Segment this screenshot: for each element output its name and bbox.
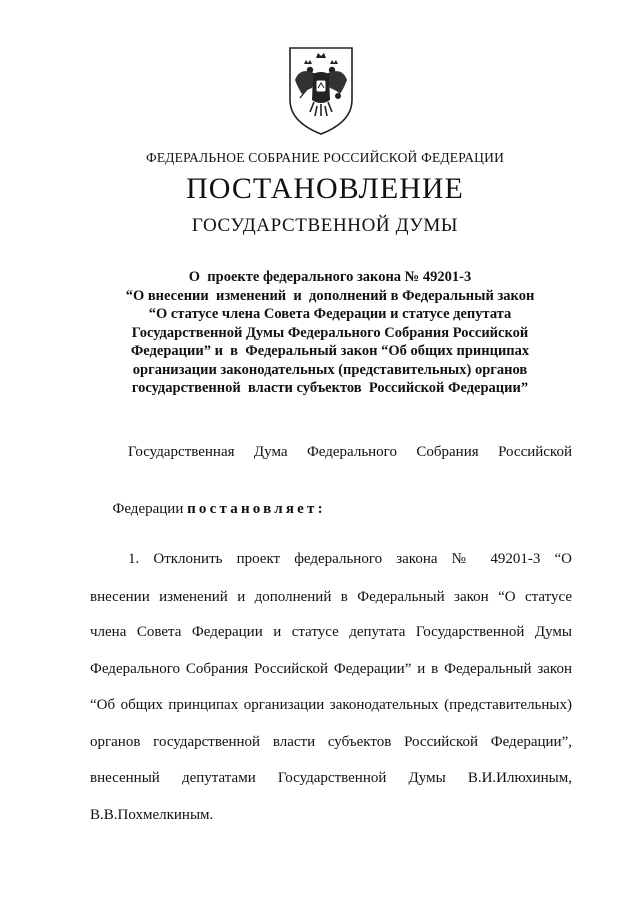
resolution-subject — [90, 268, 570, 398]
subject-line: Государственной Думы Федерального Собрания Российской — [131, 324, 529, 341]
item-line: органов государственной власти субъектов Российской Федерации”, — [90, 734, 572, 750]
preamble-line: Государственная Дума Федерального Собрания Российской — [128, 444, 572, 460]
item-line: 1. Отклонить проект федерального закона № 49201-3 “О — [128, 551, 572, 567]
item-line: В.В.Похмелкиным. — [90, 807, 214, 823]
item-line: внесении изменений и дополнений в Федеральный закон “О статусе — [90, 589, 572, 605]
item-line: Федерального Собрания Российской Федерации” и в Федеральный закон — [90, 661, 572, 677]
subject-line: “О статусе члена Совета Федерации и статусе депутата — [148, 306, 512, 322]
issuer-name: ГОСУДАРСТВЕННОЙ ДУМЫ — [191, 215, 459, 236]
resolves-verb: постановляет: — [187, 501, 326, 517]
subject-line: организации законодательных (представительных) органов — [132, 361, 528, 378]
subject-line: Федерации” и в Федеральный закон “Об общих принципах — [130, 343, 530, 359]
item-line: члена Совета Федерации и статусе депутата Государственной Думы — [90, 624, 572, 640]
preamble-prefix: Федерации — [112, 501, 188, 517]
subject-line: “О внесении изменений и дополнений в Федеральный закон — [125, 287, 535, 304]
subject-line: О проекте федерального закона № 49201-3 — [188, 269, 472, 285]
preamble-line — [90, 484, 326, 535]
document-type-title: ПОСТАНОВЛЕНИЕ — [186, 172, 464, 205]
assembly-name: ФЕДЕРАЛЬНОЕ СОБРАНИЕ РОССИЙСКОЙ ФЕДЕРАЦИИ — [145, 150, 505, 165]
item-line: “Об общих принципах организации законодательных (представительных) — [90, 697, 572, 713]
russian-coat-of-arms-icon — [286, 44, 356, 136]
subject-line: государственной власти субъектов Российской Федерации” — [131, 380, 529, 396]
item-line: внесенный депутатами Государственной Думы В.И.Илюхиным, — [90, 770, 572, 786]
